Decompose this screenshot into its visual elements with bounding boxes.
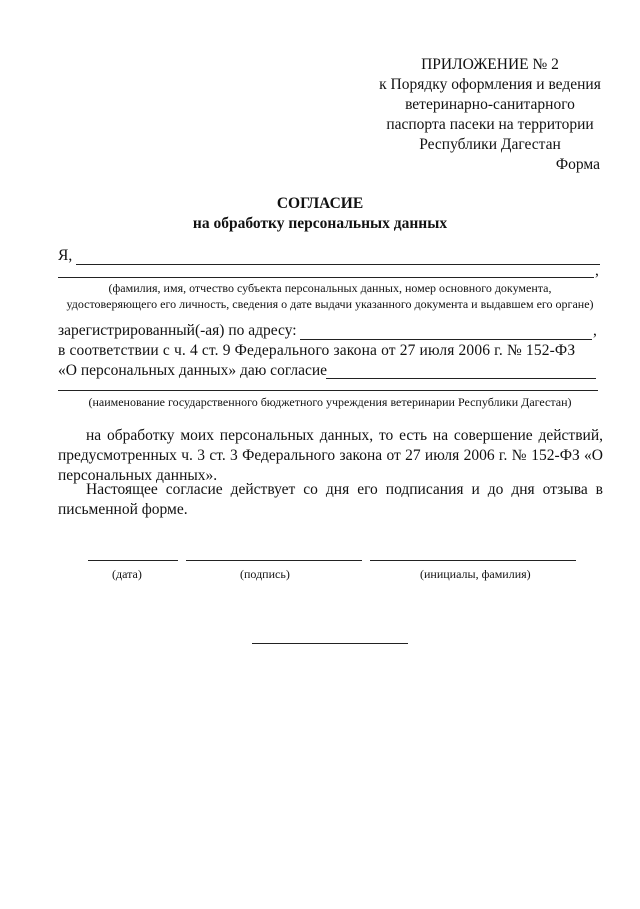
- signature-field[interactable]: [186, 560, 362, 561]
- appendix-line: к Порядку оформления и ведения: [379, 76, 601, 93]
- address-consent-text: «О персональных данных» даю согласие: [58, 362, 328, 379]
- subject-prefix: Я,: [58, 247, 73, 264]
- date-field[interactable]: [88, 560, 178, 561]
- form-label: Форма: [555, 156, 600, 173]
- subject-document-field[interactable]: [58, 277, 594, 278]
- subject-hint: [40, 280, 620, 312]
- consent-paragraph: [58, 426, 603, 486]
- bottom-separator: [252, 643, 408, 644]
- subject-name-field[interactable]: [76, 264, 600, 265]
- signature-label: (подпись): [240, 567, 290, 581]
- address-law-reference: в соответствии с ч. 4 ст. 9 Федерального закона от 27 июля 2006 г. № 152-ФЗ: [58, 342, 576, 359]
- initials-field[interactable]: [370, 560, 576, 561]
- institution-hint: (наименование государственного бюджетного учреждения ветеринарии Республики Дагестан): [88, 395, 572, 409]
- institution-field-part1[interactable]: [326, 378, 596, 379]
- validity-paragraph: [58, 480, 603, 520]
- document-title: [0, 194, 640, 234]
- appendix-line: паспорта пасеки на территории: [386, 116, 594, 133]
- appendix-title: ПРИЛОЖЕНИЕ № 2: [421, 56, 559, 73]
- subject-comma: ,: [595, 262, 599, 279]
- date-label: (дата): [112, 567, 142, 581]
- subject-hint-line: (фамилия, имя, отчество субъекта персональных данных, номер основного документа,: [108, 281, 552, 295]
- address-field[interactable]: [300, 339, 592, 340]
- title-sub: на обработку персональных данных: [192, 215, 448, 232]
- initials-label: (инициалы, фамилия): [420, 567, 531, 581]
- appendix-line: Республики Дагестан: [419, 136, 561, 153]
- subject-hint-line: удостоверяющего его личность, сведения о дате выдачи указанного документа и выдавшем его органе): [66, 297, 594, 311]
- title-main: СОГЛАСИЕ: [276, 195, 364, 212]
- validity-paragraph-text: Настоящее согласие действует со дня его подписания и до дня отзыва в письменной форме.: [58, 481, 603, 518]
- consent-paragraph-text: на обработку моих персональных данных, то есть на совершение действий, предусмотренных ч. 3 ст. 3 Федерального закона от 27 июля 2006 г. № 152-ФЗ «О персональных данных».: [58, 427, 603, 484]
- address-comma: ,: [593, 322, 597, 339]
- appendix-header: [360, 55, 620, 155]
- appendix-line: ветеринарно-санитарного: [405, 96, 575, 113]
- address-label: зарегистрированный(-ая) по адресу:: [58, 322, 297, 339]
- institution-field-part2[interactable]: [58, 390, 598, 391]
